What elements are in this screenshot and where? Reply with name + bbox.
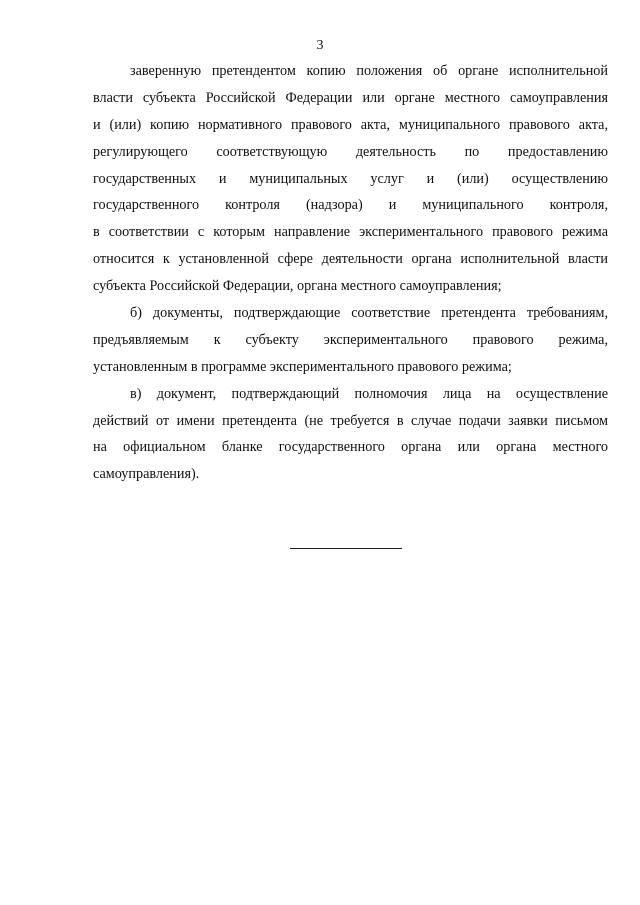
text-line: в) документ, подтверждающий полномочия лица на осуществление: [130, 385, 608, 402]
text-line: в соответствии с которым направление экспериментального правового режима: [93, 224, 608, 241]
text-line: на официальном бланке государственного органа или органа местного: [93, 439, 608, 456]
text-line: действий от имени претендента (не требуется в случае подачи заявки письмом: [93, 412, 608, 429]
text-line: регулирующего соответствующую деятельность по предоставлению: [93, 143, 608, 160]
text-line: б) документы, подтверждающие соответствие претендента требованиям,: [130, 305, 608, 322]
page-number: 3: [316, 38, 324, 53]
text-line: и (или) копию нормативного правового акта, муниципального правового акта,: [93, 116, 608, 133]
end-separator-line: [290, 548, 402, 549]
text-line: государственных и муниципальных услуг и (или) осуществлению: [93, 170, 608, 187]
text-line: субъекта Российской Федерации, органа местного самоуправления;: [93, 278, 502, 295]
document-body: [93, 58, 608, 488]
text-line: установленным в программе экспериментального правового режима;: [93, 358, 512, 375]
text-line: самоуправления).: [93, 466, 200, 483]
text-line: предъявляемым к субъекту экспериментального правового режима,: [93, 331, 608, 348]
text-line: власти субъекта Российской Федерации или органе местного самоуправления: [93, 89, 608, 106]
text-line: относится к установленной сфере деятельности органа исполнительной власти: [93, 251, 608, 268]
text-line: государственного контроля (надзора) и муниципального контроля,: [93, 197, 608, 214]
text-line: заверенную претендентом копию положения об органе исполнительной: [130, 63, 608, 79]
